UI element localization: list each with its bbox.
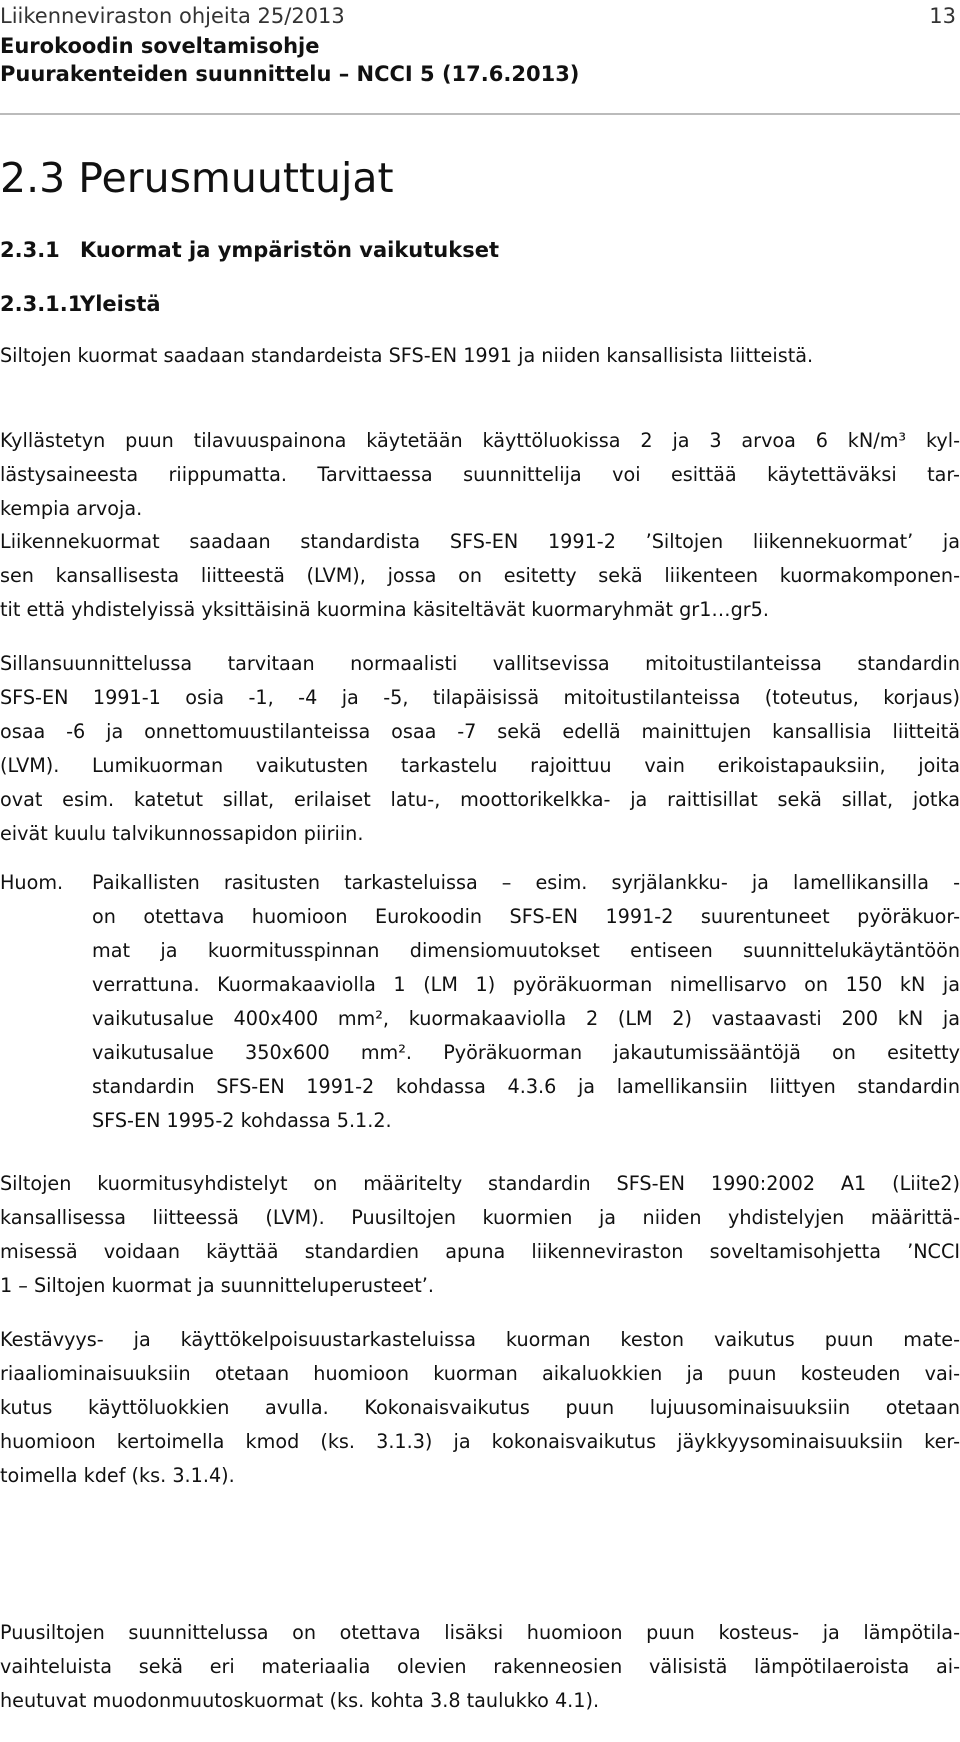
subsubsection-title: Yleistä	[80, 292, 161, 316]
subsection-number: 2.3.1	[0, 238, 60, 262]
text-line: lästysaineesta riippumatta. Tarvittaessa suunnittelija voi esittää käytettäväksi tar-	[0, 463, 960, 486]
paragraph-durability	[0, 1323, 960, 1493]
text-line: kutus käyttöluokkien avulla. Kokonaisvaikutus puun lujuusominaisuuksiin otetaan	[0, 1396, 960, 1419]
paragraph-traffic-loads	[0, 525, 960, 627]
note-label: Huom.	[0, 871, 64, 894]
text-line: vaikutusalue 400x400 mm², kuormakaaviolla 2 (LM 2) vastaavasti 200 kN ja	[92, 1007, 960, 1030]
text-line: Sillansuunnittelussa tarvitaan normaalisti vallitsevissa mitoitustilanteissa standardin	[0, 652, 960, 675]
section-heading: 2.3 Perusmuuttujat	[0, 154, 394, 202]
note-body	[92, 866, 960, 1138]
text-line: standardin SFS-EN 1991-2 kohdassa 4.3.6 ja lamellikansiin liittyen standardin	[92, 1075, 960, 1098]
text-line: mat ja kuormitusspinnan dimensiomuutokset entiseen suunnittelukäytäntöön	[92, 939, 960, 962]
text-line: Liikennekuormat saadaan standardista SFS-EN 1991-2 ’Siltojen liikennekuormat’ ja	[0, 530, 960, 553]
page-number: 13	[929, 4, 956, 28]
subsection-heading	[0, 238, 499, 262]
text-line: vaihteluista sekä eri materiaalia olevien rakenneosien välisistä lämpötilaeroista ai-	[0, 1655, 960, 1678]
text-line: sen kansallisesta liitteestä (LVM), jossa on esitetty sekä liikenteen kuormakomponen-	[0, 564, 960, 587]
header-divider	[0, 113, 960, 115]
text-line: heutuvat muodonmuutoskuormat (ks. kohta 3.8 taulukko 4.1).	[0, 1689, 600, 1712]
paragraph-loads-source	[0, 339, 960, 373]
subsubsection-heading	[0, 292, 161, 316]
subsubsection-number: 2.3.1.1	[0, 292, 83, 316]
paragraph-load-combinations	[0, 1167, 960, 1303]
text-line: (LVM). Lumikuorman vaikutusten tarkastelu rajoittuu vain erikoistapauksiin, joita	[0, 754, 960, 777]
paragraph-density	[0, 424, 960, 526]
header-document-title: Puurakenteiden suunnittelu – NCCI 5 (17.6.2013)	[0, 62, 580, 86]
header-guide-title: Eurokoodin soveltamisohje	[0, 34, 320, 58]
text-line: Siltojen kuormitusyhdistelyt on määritelty standardin SFS-EN 1990:2002 A1 (Liite2)	[0, 1172, 960, 1195]
text-line: kansallisessa liitteessä (LVM). Puusiltojen kuormien ja niiden yhdistelyjen määrittä-	[0, 1206, 960, 1229]
text-line: tit että yhdistelyissä yksittäisinä kuormina käsiteltävät kuormaryhmät gr1…gr5.	[0, 598, 769, 621]
text-line: SFS-EN 1995-2 kohdassa 5.1.2.	[92, 1109, 392, 1132]
text-line: Paikallisten rasitusten tarkasteluissa – esim. syrjälankku- ja lamellikansilla -	[92, 871, 960, 894]
text-line: 1 – Siltojen kuormat ja suunnitteluperusteet’.	[0, 1274, 434, 1297]
paragraph-design-situations	[0, 647, 960, 851]
text-line: on otettava huomioon Eurokoodin SFS-EN 1991-2 suurentuneet pyöräkuor-	[92, 905, 960, 928]
text-line: Siltojen kuormat saadaan standardeista SFS-EN 1991 ja niiden kansallisista liitteistä.	[0, 344, 814, 367]
text-line: verrattuna. Kuormakaaviolla 1 (LM 1) pyöräkuorman nimellisarvo on 150 kN ja	[92, 973, 960, 996]
paragraph-moisture-temperature	[0, 1616, 960, 1718]
text-line: huomioon kertoimella kmod (ks. 3.1.3) ja kokonaisvaikutus jäykkyysominaisuuksiin ker-	[0, 1430, 960, 1453]
header-series: Liikenneviraston ohjeita 25/2013	[0, 4, 345, 28]
subsection-title: Kuormat ja ympäristön vaikutukset	[80, 238, 499, 262]
text-line: osaa -6 ja onnettomuustilanteissa osaa -7 sekä edellä mainittujen kansallisia liitteitä	[0, 720, 960, 743]
text-line: SFS-EN 1991-1 osia -1, -4 ja -5, tilapäisissä mitoitustilanteissa (toteutus, korjaus)	[0, 686, 960, 709]
text-line: Kyllästetyn puun tilavuuspainona käytetään käyttöluokissa 2 ja 3 arvoa 6 kN/m³ kyl-	[0, 429, 960, 452]
text-line: riaaliominaisuuksiin otetaan huomioon kuorman aikaluokkien ja puun kosteuden vai-	[0, 1362, 960, 1385]
text-line: toimella kdef (ks. 3.1.4).	[0, 1464, 235, 1487]
text-line: eivät kuulu talvikunnossapidon piiriin.	[0, 822, 364, 845]
text-line: Puusiltojen suunnittelussa on otettava lisäksi huomioon puun kosteus- ja lämpötila-	[0, 1621, 960, 1644]
text-line: Kestävyys- ja käyttökelpoisuustarkasteluissa kuorman keston vaikutus puun mate-	[0, 1328, 960, 1351]
text-line: ovat esim. katetut sillat, erilaiset latu-, moottorikelkka- ja raittisillat sekä sillat, jotka	[0, 788, 960, 811]
text-line: misessä voidaan käyttää standardien apuna liikenneviraston soveltamisohjetta ’NCCI	[0, 1240, 960, 1263]
text-line: kempia arvoja.	[0, 497, 143, 520]
text-line: vaikutusalue 350x600 mm². Pyöräkuorman jakautumissääntöjä on esitetty	[92, 1041, 960, 1064]
